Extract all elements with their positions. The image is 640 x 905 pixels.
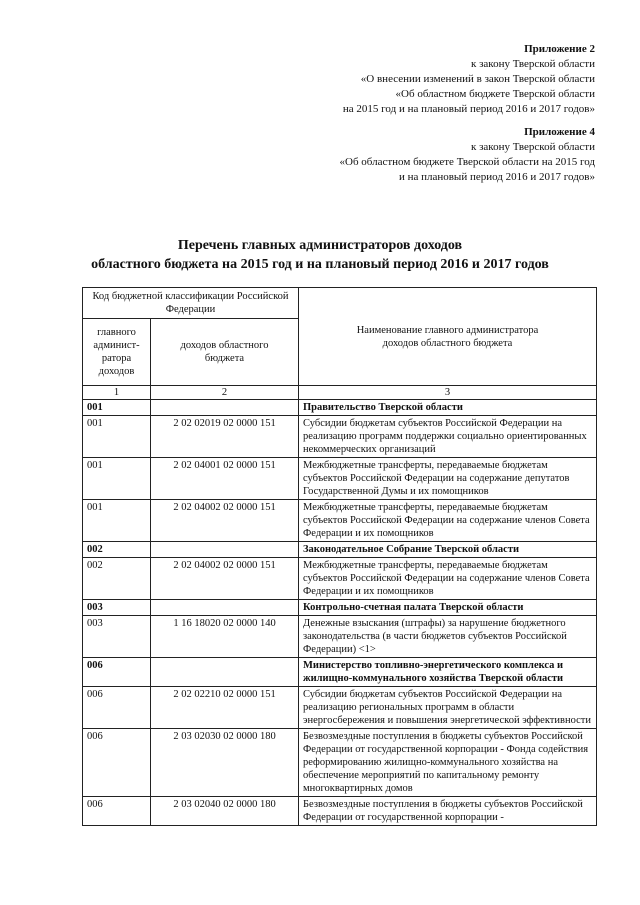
header-administrator-name: Наименование главного администратора доходов областного бюджета bbox=[299, 288, 597, 386]
administrator-name-cell: Межбюджетные трансферты, передаваемые бюджетам субъектов Российской Федерации на содержание депутатов Государственной Думы и их помощников bbox=[299, 458, 597, 500]
administrator-name-cell: Законодательное Собрание Тверской области bbox=[299, 542, 597, 558]
revenue-code-cell bbox=[151, 542, 299, 558]
revenue-code-cell: 2 02 02210 02 0000 151 bbox=[151, 687, 299, 729]
administrator-name-cell: Денежные взыскания (штрафы) за нарушение бюджетного законодательства (в части бюджетов субъектов Российской Федерации) <1> bbox=[299, 616, 597, 658]
administrator-name-cell: Контрольно-счетная палата Тверской области bbox=[299, 600, 597, 616]
admin-code-cell: 001 bbox=[83, 400, 151, 416]
administrator-name-cell: Министерство топливно-энергетического комплекса и жилищно-коммунального хозяйства Тверской области bbox=[299, 658, 597, 687]
revenue-code-cell: 2 03 02030 02 0000 180 bbox=[151, 729, 299, 797]
table-row bbox=[83, 458, 597, 500]
administrator-name-cell: Межбюджетные трансферты, передаваемые бюджетам субъектов Российской Федерации на содержание членов Совета Федерации и их помощников bbox=[299, 558, 597, 600]
administrators-table bbox=[82, 287, 597, 826]
admin-code-cell: 002 bbox=[83, 542, 151, 558]
table-row bbox=[83, 500, 597, 542]
revenue-code-cell: 2 02 02019 02 0000 151 bbox=[151, 416, 299, 458]
title-line-1: Перечень главных администраторов доходов bbox=[177, 238, 463, 253]
revenue-code-cell bbox=[151, 658, 299, 687]
column-number-row bbox=[83, 386, 597, 400]
table-row bbox=[83, 616, 597, 658]
administrator-name-cell: Правительство Тверской области bbox=[299, 400, 597, 416]
header-revenue-code: доходов областного бюджета bbox=[151, 319, 299, 386]
appendix-4-heading: Приложение 4 bbox=[524, 126, 595, 138]
table-row bbox=[83, 600, 597, 616]
administrator-name-cell: Межбюджетные трансферты, передаваемые бюджетам субъектов Российской Федерации на содержание членов Совета Федерации и их помощников bbox=[299, 500, 597, 542]
revenue-code-cell: 2 03 02040 02 0000 180 bbox=[151, 797, 299, 826]
appendix-2-line: «О внесении изменений в закон Тверской области bbox=[360, 73, 595, 85]
header-classification-code: Код бюджетной классификации Российской Федерации bbox=[83, 288, 299, 319]
revenue-code-cell: 2 02 04002 02 0000 151 bbox=[151, 500, 299, 542]
appendix-2-line: на 2015 год и на плановый период 2016 и 2017 годов» bbox=[342, 103, 595, 115]
appendix-4-block bbox=[340, 125, 596, 185]
admin-code-cell: 003 bbox=[83, 616, 151, 658]
administrator-name-cell: Безвозмездные поступления в бюджеты субъектов Российской Федерации от государственной корпорации - Фонда содействия реформированию жилищно-коммунального хозяйства на обеспечение мероприятий по капитальному ремонту многоквартирных домов bbox=[299, 729, 597, 797]
column-number: 3 bbox=[299, 386, 597, 400]
revenue-code-cell bbox=[151, 400, 299, 416]
appendix-4-line: и на плановый период 2016 и 2017 годов» bbox=[398, 171, 595, 183]
admin-code-cell: 006 bbox=[83, 729, 151, 797]
admin-code-cell: 006 bbox=[83, 797, 151, 826]
document-title bbox=[0, 236, 640, 274]
table-row bbox=[83, 687, 597, 729]
admin-code-cell: 002 bbox=[83, 558, 151, 600]
administrator-name-cell: Субсидии бюджетам субъектов Российской Федерации на реализацию региональных программ в области энергосбережения и повышения энергетической эффективности bbox=[299, 687, 597, 729]
admin-code-cell: 001 bbox=[83, 500, 151, 542]
appendix-2-line: к закону Тверской области bbox=[470, 58, 595, 70]
table-header-row bbox=[83, 288, 597, 319]
table-row bbox=[83, 558, 597, 600]
admin-code-cell: 006 bbox=[83, 658, 151, 687]
title-line-2: областного бюджета на 2015 год и на плановый период 2016 и 2017 годов bbox=[91, 257, 549, 272]
revenue-code-cell: 1 16 18020 02 0000 140 bbox=[151, 616, 299, 658]
admin-code-cell: 001 bbox=[83, 458, 151, 500]
table-row bbox=[83, 400, 597, 416]
admin-code-cell: 006 bbox=[83, 687, 151, 729]
column-number: 2 bbox=[151, 386, 299, 400]
table-row bbox=[83, 729, 597, 797]
appendix-2-line: «Об областном бюджете Тверской области bbox=[395, 88, 595, 100]
admin-code-cell: 003 bbox=[83, 600, 151, 616]
appendix-4-line: «Об областном бюджете Тверской области на 2015 год bbox=[339, 156, 595, 168]
table-row bbox=[83, 542, 597, 558]
table-row bbox=[83, 658, 597, 687]
table-row bbox=[83, 416, 597, 458]
admin-code-cell: 001 bbox=[83, 416, 151, 458]
header-chief-administrator: главного админист-ратора доходов bbox=[83, 319, 151, 386]
appendix-2-heading: Приложение 2 bbox=[524, 43, 595, 55]
revenue-code-cell: 2 02 04002 02 0000 151 bbox=[151, 558, 299, 600]
revenue-code-cell: 2 02 04001 02 0000 151 bbox=[151, 458, 299, 500]
appendix-2-block bbox=[343, 42, 595, 117]
administrator-name-cell: Безвозмездные поступления в бюджеты субъектов Российской Федерации от государственной корпорации - bbox=[299, 797, 597, 826]
appendix-4-line: к закону Тверской области bbox=[470, 141, 595, 153]
table-row bbox=[83, 797, 597, 826]
revenue-code-cell bbox=[151, 600, 299, 616]
column-number: 1 bbox=[83, 386, 151, 400]
administrator-name-cell: Субсидии бюджетам субъектов Российской Федерации на реализацию программ поддержки социально ориентированных некоммерческих организаций bbox=[299, 416, 597, 458]
